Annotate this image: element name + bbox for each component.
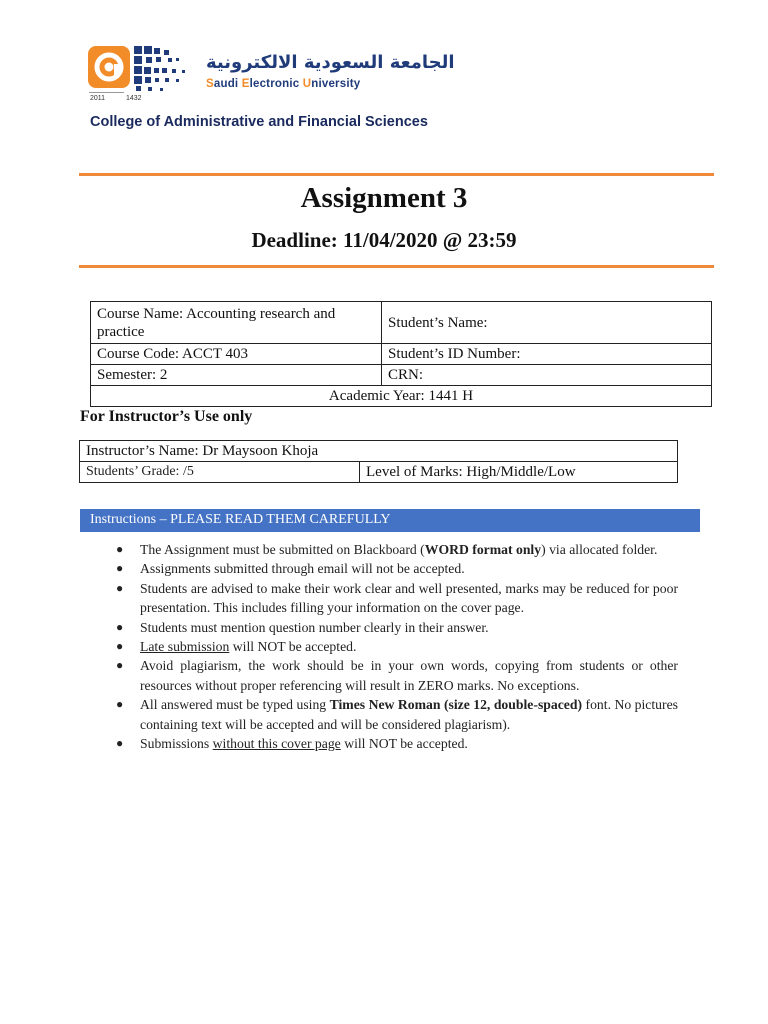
bullet-icon: ● (116, 542, 124, 556)
logo-letter-s: S (206, 78, 214, 90)
logo-letter-u: U (302, 78, 312, 90)
student-id-cell[interactable]: Student’s ID Number: (382, 344, 712, 365)
instructor-name-cell: Instructor’s Name: Dr Maysoon Khoja (80, 441, 678, 462)
semester-cell: Semester: 2 (91, 365, 382, 386)
deadline: Deadline: 11/04/2020 @ 23:59 (251, 228, 517, 252)
crn-cell[interactable]: CRN: (382, 365, 712, 386)
university-logo (88, 44, 455, 106)
bullet-icon: ● (116, 619, 124, 634)
college-name: College of Administrative and Financial Sciences (90, 114, 428, 130)
list-item: ● Avoid plagiarism, the work should be in your own words, copying from students or other resources without proper referencing will result in ZERO marks. No exceptions. (116, 658, 678, 693)
level-of-marks-cell: Level of Marks: High/Middle/Low (360, 462, 678, 483)
course-name-cell: Course Name: Accounting research and practice (91, 302, 382, 344)
logo-letter-e: E (241, 78, 250, 90)
list-item: ● Assignments submitted through email will not be accepted. (104, 559, 678, 578)
logo-year-gregorian: 2011 (90, 95, 106, 102)
list-item: ● All answered must be typed using Times New Roman (size 12, double-spaced) font. No pictures containing text will be accepted and will be considered plagiarism). (116, 697, 678, 732)
list-item: ● Submissions without this cover page will NOT be accepted. (104, 734, 678, 753)
assignment-title: Assignment 3 (300, 182, 468, 214)
logo-year-hijri: 1432 (126, 95, 142, 102)
list-item: ● Students must mention question number clearly in their answer. (104, 618, 678, 637)
bullet-icon: ● (116, 658, 124, 673)
bullet-icon: ● (116, 697, 124, 712)
instructions-list (104, 540, 678, 753)
bullet-icon: ● (116, 580, 124, 595)
course-info-table (90, 301, 712, 407)
list-item: ● Students are advised to make their work clear and well presented, marks may be reduced for poor presentation. This includes filling your information on the cover page. (116, 580, 678, 616)
logo-english-name (206, 78, 360, 90)
logo-word-audi: audi (213, 78, 242, 90)
logo-word-lectronic: lectronic (249, 78, 303, 90)
academic-year-cell: Academic Year: 1441 H (91, 386, 712, 407)
logo-arabic-name: الجامعة السعودية الالكترونية (206, 52, 455, 73)
instructor-use-heading: For Instructor’s Use only (80, 408, 253, 425)
course-code-cell: Course Code: ACCT 403 (91, 344, 382, 365)
bullet-icon: ● (116, 736, 124, 751)
list-item: ● The Assignment must be submitted on Blackboard (WORD format only) via allocated folder. (104, 540, 678, 559)
top-divider (79, 173, 714, 176)
student-name-cell[interactable]: Student’s Name: (382, 302, 712, 344)
list-item: ● Late submission will NOT be accepted. (104, 637, 678, 656)
instructor-table (79, 440, 678, 483)
bullet-icon: ● (116, 561, 124, 576)
students-grade-cell[interactable]: Students’ Grade: /5 (80, 462, 360, 483)
bullet-icon: ● (116, 639, 124, 654)
logo-word-niversity: niversity (311, 78, 361, 90)
instructions-bar: Instructions – PLEASE READ THEM CAREFULLY (80, 509, 700, 532)
bottom-divider (79, 265, 714, 268)
